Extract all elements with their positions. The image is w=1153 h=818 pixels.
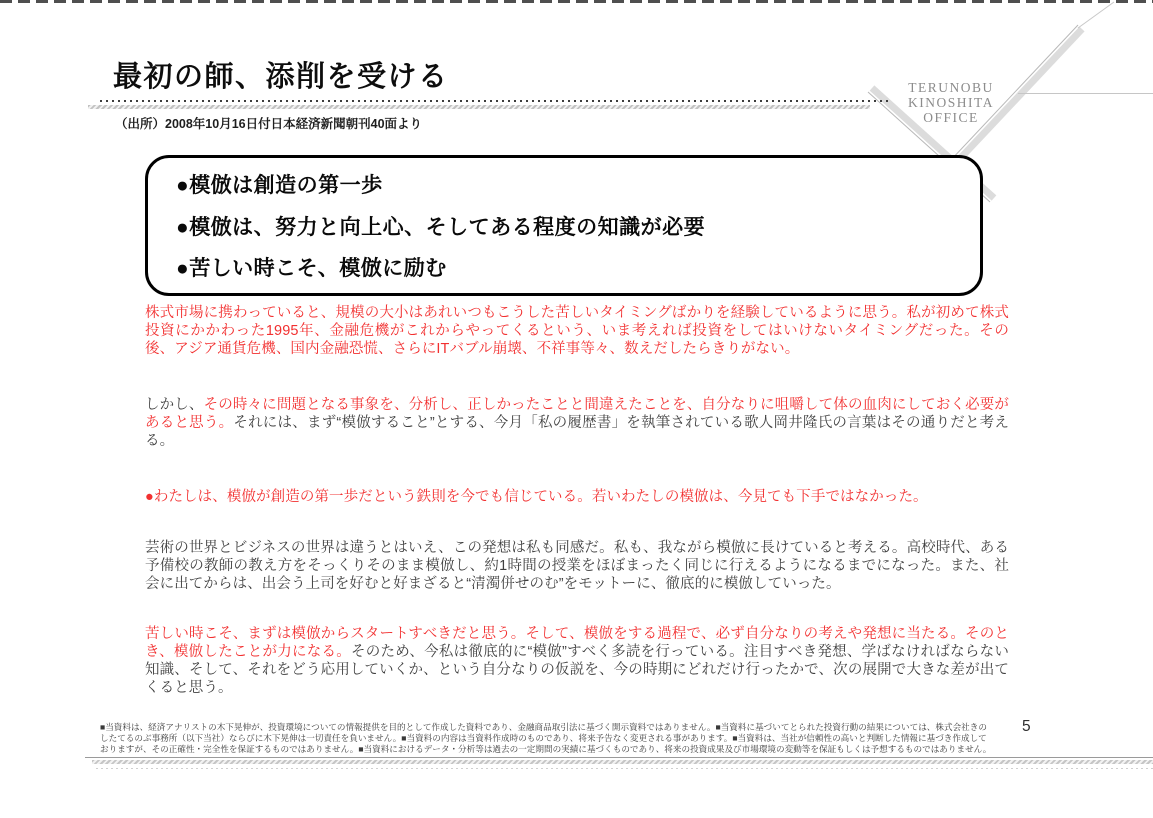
footer-disclaimer-line: ■当資料は、経済アナリストの木下晃伸が、投資環境についての情報提供を目的として作成した資料であり、金融商品取引法に基づく開示資料ではありません。■当資料に基づいてとられた投資行動の結果については、株式会社きの: [100, 722, 987, 732]
paragraph-5: [145, 625, 1009, 697]
bullet-icon: ●: [176, 215, 190, 239]
page-title: 最初の師、添削を受ける: [113, 61, 449, 93]
company-logo: [866, 80, 1036, 125]
paragraph-4-black-text: 芸術の世界とビジネスの世界は違うとはいえ、この発想は私も同感だ。私も、我ながら模倣に長けていると考える。高校時代、ある予備校の教師の教え方をそっくりそのまま模倣し、約1時間の授業をほぼまったく同じに行えるようになるまでになった。また、社会に出てからは、出会う上司を好むと好まざると“清濁併せのむ”をモットーに、徹底的に模倣していった。: [145, 540, 1009, 593]
paragraph-3: [145, 488, 1009, 506]
logo-line: KINOSHITA: [908, 95, 994, 110]
paragraph-5-black-text: そのため、今私は徹底的に“模倣”すべく多読を行っている。注目すべき発想、学ばなければならない知識、そして、それをどう応用していくか、という自分なりの仮説を、今の時期にどれだけ行ったかで、次の展開で大きな差が出てくると思う。: [145, 644, 1010, 697]
paragraph-1-red-text: 株式市場に携わっていると、規模の大小はあれいつもこうした苦しいタイミングばかりを経験しているように思う。私が初めて株式投資にかかわった1995年、金融危機がこれからやってくるという、いま考えれば投資をしてはいけないタイミングだった。その後、アジア通貨危機、国内金融恐慌、さらにITバブル崩壊、不祥事等々、数えだしたらきりがない。: [145, 305, 1009, 358]
paragraph-4: [145, 539, 1009, 593]
footer-disclaimer-line: したてるのぶ事務所（以下当社）ならびに木下晃伸は一切責任を負いません。■当資料の内容は当資料作成時のものであり、将来予告なく変更される事があります。■当資料は、当社が信頼性の高いと判断した情報に基づき作成して: [100, 732, 987, 743]
footer-rule-hatched: [92, 760, 1153, 764]
logo-line: OFFICE: [923, 110, 979, 125]
bullet-icon: ●: [176, 174, 190, 198]
key-point-label: 模倣は、努力と向上心、そしてある程度の知識が必要: [189, 215, 706, 239]
bullet-icon: ●: [176, 256, 190, 280]
key-point-label: 苦しい時こそ、模倣に励む: [189, 256, 447, 280]
paragraph-2-black-text: しかし、: [145, 397, 204, 413]
bullet-icon: ●: [145, 489, 154, 505]
header-right-rule: [1018, 93, 1153, 94]
page-number: 5: [1022, 718, 1031, 735]
key-point-item: [176, 211, 980, 241]
paragraph-2-black-text: それには、まず“模倣すること”とする、今月「私の履歴書」を執筆されている歌人岡井隆氏の言葉はその通りだと考える。: [145, 415, 1009, 450]
source-citation: （出所）2008年10月16日付日本経済新聞朝刊40面より: [115, 117, 423, 131]
footer-disclaimer: [100, 722, 1008, 754]
decor-diagonal-thin: [1078, 2, 1114, 28]
key-points-box: [145, 155, 983, 296]
title-underline-dotted: [100, 100, 888, 102]
key-point-item: [176, 252, 980, 282]
footer-disclaimer-line: おりますが、その正確性・完全性を保証するものではありません。■当資料におけるデータ・分析等は過去の一定期間の実績に基づくものであり、将来の投資成果及び市場環境の変動等を保証もしくは予想するものではありません。: [100, 743, 992, 754]
paragraph-2-red-text: その時々に問題となる事象を、分析し、正しかったことと間違えたことを、自分なりに咀嚼して体の血肉にしておく必要があると思う。: [145, 397, 1010, 432]
paragraph-3-red-text: わたしは、模倣が創造の第一歩だという鉄則を今でも信じている。若いわたしの模倣は、今見ても下手ではなかった。: [153, 489, 928, 505]
paragraph-2: [145, 396, 1009, 450]
logo-line: TERUNOBU: [908, 80, 994, 95]
footer-rule-dotted: [96, 768, 1153, 769]
paragraph-1: [145, 304, 1009, 358]
footer-rule-solid: [85, 757, 1153, 758]
key-point-item: [176, 169, 980, 199]
paragraph-5-red-text: 苦しい時こそ、まずは模倣からスタートすべきだと思う。そして、模倣をする過程で、必ず自分なりの考えや発想に当たる。そのとき、模倣したことが力になる。: [145, 626, 1009, 661]
key-point-label: 模倣は創造の第一歩: [189, 174, 383, 198]
title-underline-hatched: [88, 105, 870, 109]
